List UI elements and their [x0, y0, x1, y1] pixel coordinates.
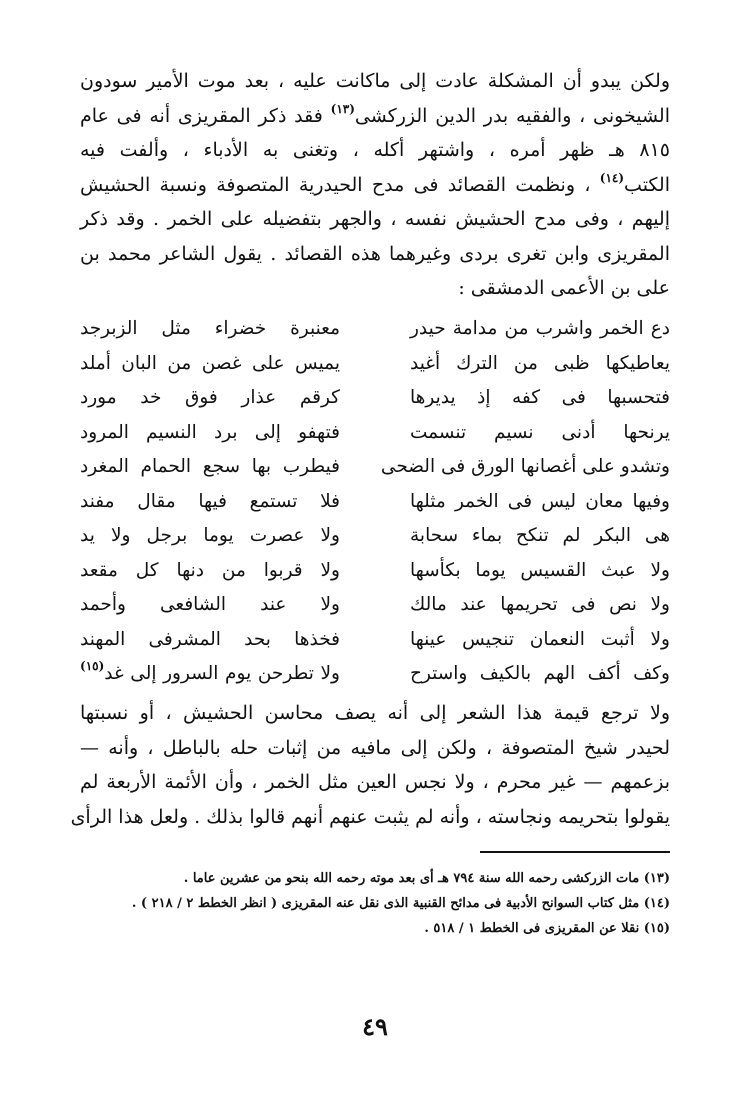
- text-line: ولا ترجع قيمة هذا الشعر إلى أنه يصف محاسن الحشيش ، أو نسبتها: [80, 702, 670, 724]
- second-hemistich: معنبرة خضراء مثل الزبرجد: [80, 318, 340, 339]
- text-line: لحيدر شيخ المتصوفة ، ولكن إلى مافيه من إثبات حله بالباطل ، وأنه —: [80, 736, 670, 759]
- text-line: ٨١٥ هـ ظهر أمره ، واشتهر أكله ، وتغنى به الأدباء ، وألفت فيه: [80, 139, 670, 161]
- footnote-divider: [480, 851, 670, 853]
- text-line: الكتب$^{(١٤)}$ ، ونظمت القصائد فى مدح الحيدرية المتصوفة ونسبة الحشيش: [80, 170, 670, 196]
- intro-paragraph: [80, 64, 670, 306]
- verse: [80, 491, 670, 526]
- first-hemistich: ولا عبث القسيس يوما بكأسها: [410, 559, 670, 581]
- outro-paragraph: [70, 696, 670, 834]
- first-hemistich: دع الخمر واشرب من مدامة حيدر: [410, 318, 670, 339]
- text-line: بزعمهم — غير محرم ، ولا نجس العين مثل الخمر ، وأن الأئمة الأربعة لم: [80, 771, 670, 793]
- text-line: يقولوا بتحريمه ونجاسته ، وأنه لم يثبت عنهم أنهم قالوا بذلك . ولعل هذا الرأى: [70, 805, 670, 828]
- footnotes: [70, 866, 670, 941]
- second-hemistich: فخذها بحد المشرفى المهند: [80, 628, 340, 650]
- footnote-ref-14[interactable]: (١٤): [599, 170, 625, 185]
- first-hemistich: وكف أكف الهم بالكيف واسترح: [410, 663, 670, 684]
- verse: [80, 525, 670, 560]
- verse: [80, 387, 670, 422]
- footnote-13: (١٣) مات الزركشى رحمه الله سنة ٧٩٤ هـ أى بعد موته رحمه الله بنحو من عشرين عاما .: [183, 871, 670, 886]
- poem: [80, 318, 670, 698]
- text-line: ولكن يبدو أن المشكلة عادت إلى ماكانت عليه ، بعد موت الأمير سودون: [80, 70, 670, 92]
- text-line: على بن الأعمى الدمشقى :: [458, 277, 670, 299]
- second-hemistich: ولا عصرت يوما برجل ولا يد: [80, 525, 340, 546]
- verse: [80, 659, 670, 698]
- verse: [80, 629, 670, 664]
- second-hemistich: يميس على غصن من البان أملد: [80, 352, 340, 374]
- page-number: ٤٩: [362, 1012, 388, 1041]
- verse: [80, 560, 670, 595]
- footnote-15: (١٥) نقلا عن المقريزى فى الخطط ١ / ٥١٨ .: [424, 921, 670, 936]
- second-hemistich: فيطرب بها سجع الحمام المغرد: [80, 456, 340, 477]
- text-line: الشيخونى ، والفقيه بدر الدين الزركشى$^{(١٣)}$ فقد ذكر المقريزى أنه فى عام: [80, 101, 670, 127]
- verse: [80, 456, 670, 491]
- first-hemistich: فتحسبها فى كفه إذ يديرها: [410, 387, 670, 408]
- verse: [80, 318, 670, 353]
- text-line: إليهم ، وفى مدح الحشيش نفسه ، والجهر بتفضيله على الخمر . وقد ذكر: [80, 208, 670, 230]
- verse: [80, 422, 670, 457]
- first-hemistich: يرنحها أدنى نسيم تنسمت: [410, 421, 670, 443]
- second-hemistich: ولا قربوا من دنها كل مقعد: [80, 559, 340, 581]
- first-hemistich: ولا نص فى تحريمها عند مالك: [410, 594, 670, 615]
- first-hemistich: يعاطيكها ظبى من الترك أغيد: [410, 352, 670, 374]
- second-hemistich: فلا تستمع فيها مقال مفند: [80, 490, 340, 512]
- first-hemistich: وفيها معان ليس فى الخمر مثلها: [410, 490, 670, 512]
- text-line: المقريزى وابن تغرى بردى وغيرهما هذه القصائد . يقول الشاعر محمد بن: [80, 242, 670, 265]
- verse: [80, 594, 670, 629]
- verse: [80, 353, 670, 388]
- second-hemistich: كرقم عذار فوق خد مورد: [80, 387, 340, 408]
- first-hemistich: ولا أثبت النعمان تنجيس عينها: [410, 628, 670, 650]
- first-hemistich: هى البكر لم تنكح بماء سحابة: [410, 525, 670, 546]
- footnote-ref-13[interactable]: (١٣): [330, 101, 355, 116]
- first-hemistich: وتشدو على أغصانها الورق فى الضحى: [380, 456, 670, 477]
- footnote-ref-15[interactable]: (١٥): [80, 659, 105, 673]
- second-hemistich: ولا عند الشافعى وأحمد: [80, 594, 340, 615]
- second-hemistich: فتهفو إلى برد النسيم المرود: [80, 421, 340, 443]
- footnote-14: (١٤) مثل كتاب السوانح الأدبية فى مدائح القنبية الذى نقل عنه المقريزى ( انظر الخطط ٢ / ٢١٨ ) .: [131, 896, 670, 911]
- second-hemistich: ولا تطرحن يوم السرور إلى غد$^{(١٥)}$: [80, 659, 340, 684]
